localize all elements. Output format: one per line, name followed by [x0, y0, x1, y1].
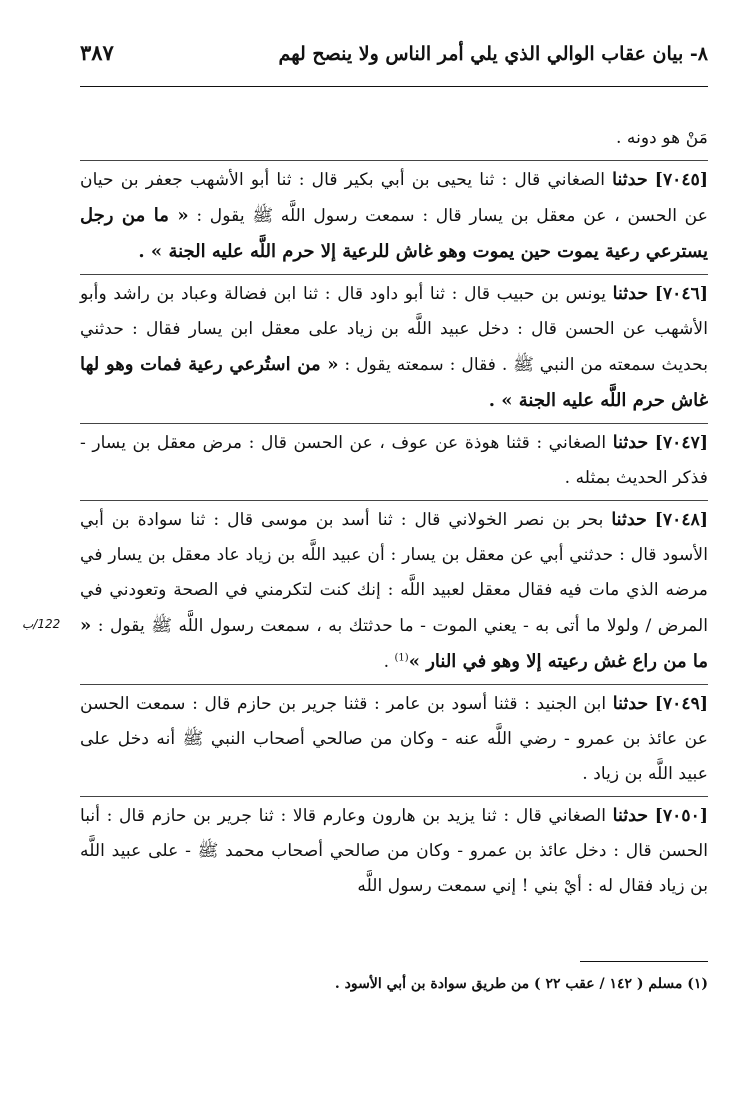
- hadith-opening: حدثنا: [612, 284, 649, 304]
- paragraph-continuation: [80, 121, 708, 156]
- hadith-chain: الصغاني قال : ثنا يحيى بن أبي بكير قال : ثنا أبو الأشهب جعفر بن حيان عن الحسن ، عن معقل بن يسار قال : سمعت رسول اللَّه ﷺ يقول :: [80, 170, 708, 226]
- hadith-7050: [80, 796, 708, 904]
- hadith-number: [٧٠٤٨]: [654, 510, 708, 530]
- chapter-title: ٨- بيان عقاب الوالي الذي يلي أمر الناس ولا ينصح لهم: [278, 43, 708, 65]
- hadith-quote: « ما من راع غش رعيته إلا وهو في النار »: [80, 615, 708, 672]
- hadith-quote: « ما من رجل يسترعي رعية يموت حين يموت وهو غاش للرعية إلا حرم اللَّه عليه الجنة » .: [80, 205, 708, 262]
- hadith-opening: حدثنا: [612, 694, 649, 714]
- hadith-number: [٧٠٤٩]: [654, 694, 709, 714]
- hadith-number: [٧٠٥٠]: [654, 806, 709, 826]
- hadith-chain: الصغاني : قثنا هوذة عن عوف ، عن الحسن قال : مرض معقل بن يسار - فذكر الحديث بمثله .: [80, 433, 708, 488]
- hadith-chain: بحر بن نصر الخولاني قال : ثنا أسد بن موسى قال : ثنا سوادة بن أبي الأسود قال : حدثني أبي عن معقل بن يسار : أن عبيد اللَّه بن زياد عاد معقل بن يسار في مرضه الذي مات فيه فقال معقل لعبيد اللَّه : إنك كنت لتكرمني في الصحة وتعودني في المرض / ولولا ما أتى به - يعني الموت - ما حدثتك به ، سمعت رسول اللَّه ﷺ يقول :: [80, 510, 708, 636]
- hadith-number: [٧٠٤٥]: [654, 170, 709, 190]
- page-number: ٣٨٧: [80, 40, 114, 65]
- hadith-opening: حدثنا: [612, 170, 648, 190]
- manuscript-folio-note: 122/ب: [22, 617, 61, 631]
- page-header: [80, 40, 708, 87]
- hadith-quote: « من استُرعي رعية فمات وهو لها غاش حرم اللَّه عليه الجنة » .: [80, 354, 708, 411]
- hadith-chain: يونس بن حبيب قال : ثنا أبو داود قال : ثنا ابن فضالة وعباد بن راشد وأبو الأشهب عن الحسن قال : دخل عبيد اللَّه بن زياد على معقل ابن يسار فقال : حدثني بحديث سمعته من النبي ﷺ . فقال : سمعته يقول :: [80, 284, 709, 375]
- hadith-tail: .: [383, 652, 390, 672]
- hadith-opening: حدثنا: [611, 510, 647, 530]
- hadith-7049: [80, 684, 708, 792]
- hadith-number: [٧٠٤٦]: [654, 284, 709, 304]
- document-page: [80, 40, 708, 1080]
- footnote-marker[interactable]: (1): [394, 652, 409, 664]
- hadith-7046: [80, 274, 708, 419]
- hadith-7047: [80, 423, 708, 496]
- footnote-divider: [580, 961, 708, 962]
- hadith-chain: ابن الجنيد : قثنا أسود بن عامر : قثنا جرير بن حازم قال : سمعت الحسن عن عائذ بن عمرو - رضي اللَّه عنه - وكان من صالحي أصحاب النبي ﷺ أنه دخل على عبيد اللَّه بن زياد .: [80, 694, 708, 784]
- paragraph-text: مَنْ هو دونه .: [615, 128, 708, 148]
- hadith-chain: الصغاني قال : ثنا يزيد بن هارون وعارم قالا : ثنا جرير بن حازم قال : أنبا الحسن قال : دخل عائذ بن عمرو - وكان من صالحي أصحاب محمد ﷺ - على عبيد اللَّه بن زياد فقال له : أيْ بني ! إني سمعت رسول اللَّه: [80, 806, 708, 896]
- hadith-7048: [80, 500, 708, 680]
- hadith-number: [٧٠٤٧]: [654, 433, 709, 453]
- page-body: [80, 121, 708, 904]
- hadith-opening: حدثنا: [612, 806, 649, 826]
- hadith-7045: [80, 160, 708, 270]
- footnote: (١) مسلم ( ١٤٢ / عقب ٢٢ ) من طريق سوادة بن أبي الأسود .: [334, 976, 708, 992]
- hadith-opening: حدثنا: [612, 433, 649, 453]
